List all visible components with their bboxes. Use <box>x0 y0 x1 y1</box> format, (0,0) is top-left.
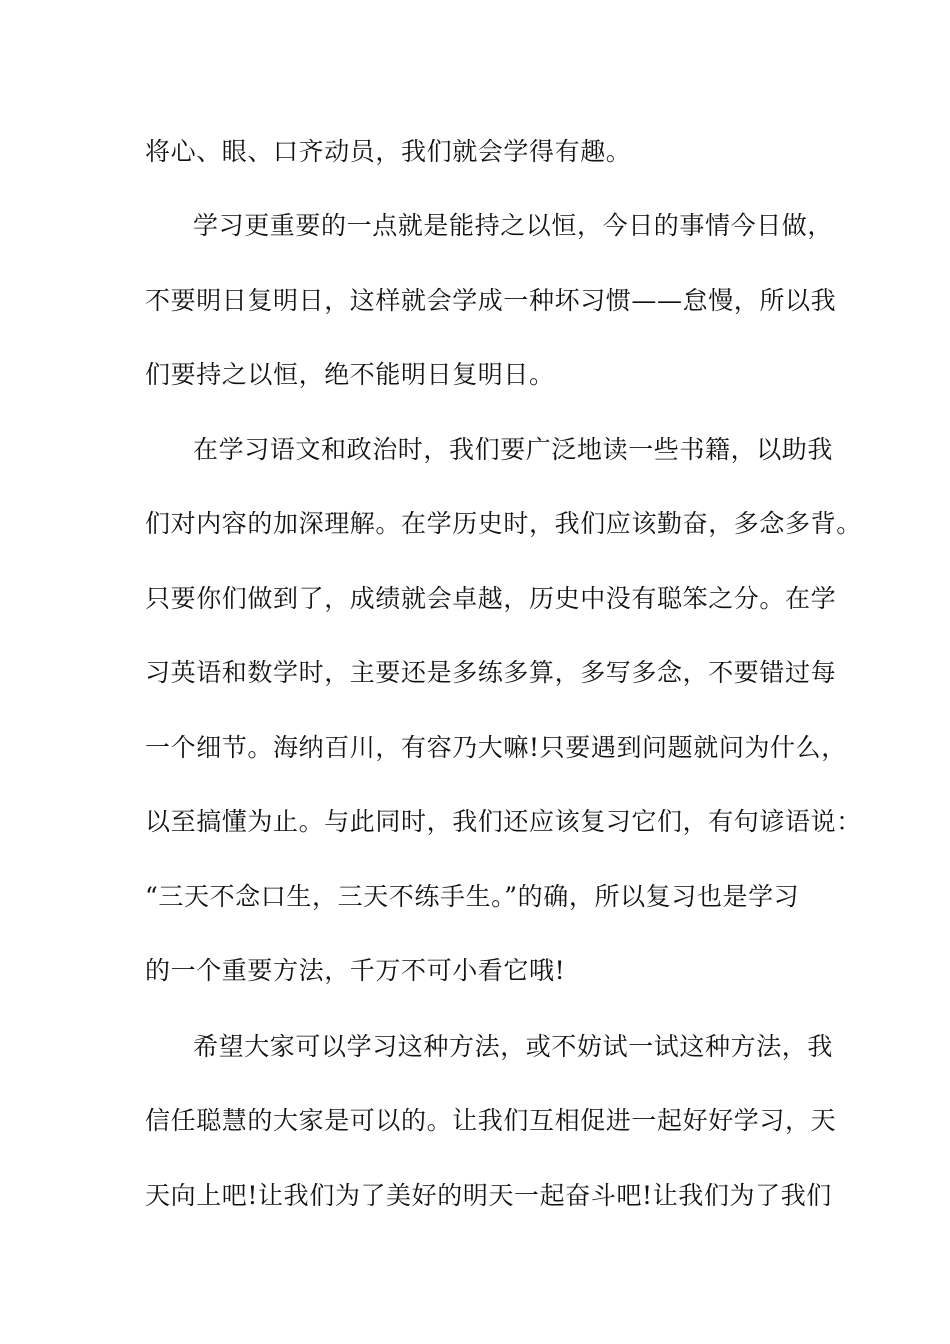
paragraph-start: 希望大家可以学习这种方法，或不妨试一试这种方法，我 <box>193 1032 834 1061</box>
text-line: 将心、眼、口齐动员，我们就会学得有趣。 <box>145 137 632 166</box>
text-line: 习英语和数学时，主要还是多练多算，多写多念，不要错过每 <box>145 658 837 687</box>
text-line: 的一个重要方法，千万不可小看它哦! <box>145 956 566 985</box>
text-line: 以至搞懂为止。与此同时，我们还应该复习它们，有句谚语说： <box>145 807 862 836</box>
paragraph-start: 在学习语文和政治时，我们要广泛地读一些书籍，以助我 <box>193 435 834 464</box>
text-line: 们对内容的加深理解。在学历史时，我们应该勤奋，多念多背。 <box>145 509 862 538</box>
text-line: 们要持之以恒，绝不能明日复明日。 <box>145 360 555 389</box>
text-line: 一个细节。海纳百川，有容乃大嘛!只要遇到问题就问为什么， <box>145 733 847 762</box>
text-line: 不要明日复明日，这样就会学成一种坏习惯——怠慢，所以我 <box>145 286 837 315</box>
text-line: “三天不念口生，三天不练手生。”的确，所以复习也是学习 <box>145 882 800 911</box>
paragraph-start: 学习更重要的一点就是能持之以恒，今日的事情今日做， <box>193 211 834 240</box>
text-line: 天向上吧!让我们为了美好的明天一起奋斗吧!让我们为了我们 <box>145 1181 832 1210</box>
text-line: 只要你们做到了，成绩就会卓越，历史中没有聪笨之分。在学 <box>145 584 837 613</box>
text-line: 信任聪慧的大家是可以的。让我们互相促进一起好好学习，天 <box>145 1106 837 1135</box>
